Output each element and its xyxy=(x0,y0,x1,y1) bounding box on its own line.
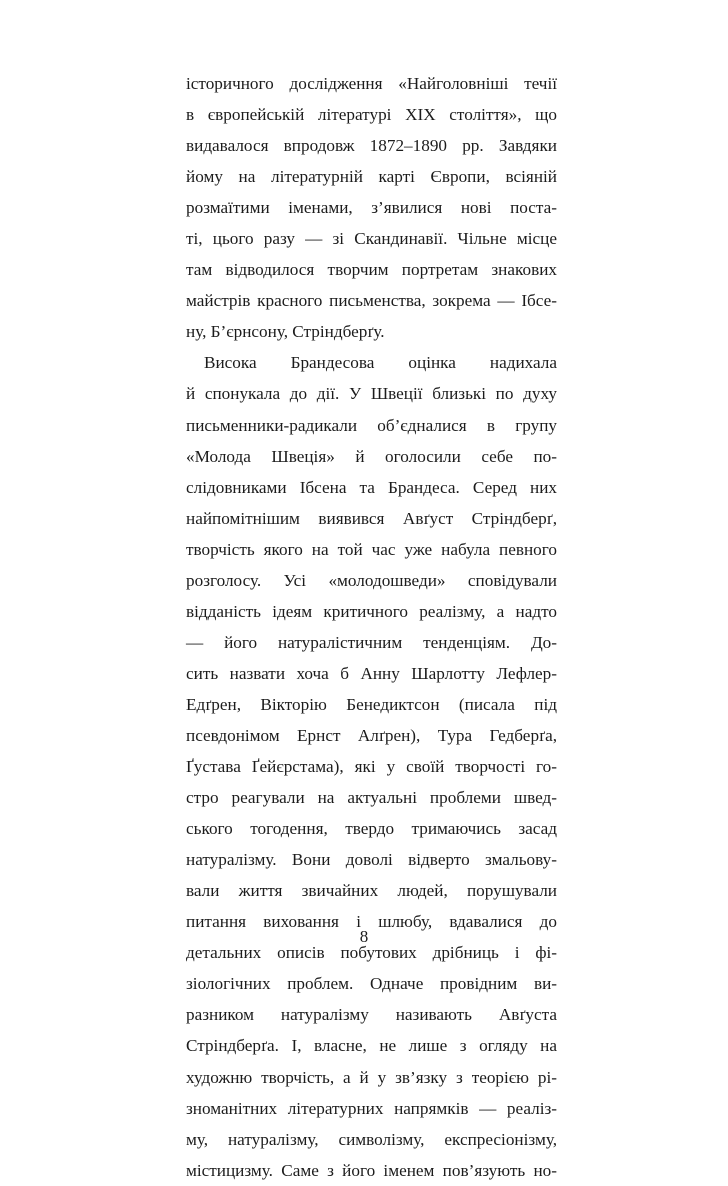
text-line: відданість ідеям критичного реалізму, а надто xyxy=(186,601,557,621)
text-line: йому на літературній карті Європи, всіяній xyxy=(186,167,557,187)
text-line: сить назвати хоча б Анну Шарлотту Лефлер- xyxy=(186,663,557,683)
text-line: вали життя звичайних людей, порушували xyxy=(186,881,557,901)
text-line: стро реагували на актуальні проблеми швед- xyxy=(186,788,557,808)
text-line: й спонукала до дії. У Швеції близькі по духу xyxy=(186,384,557,404)
page-number: 8 xyxy=(359,927,369,946)
text-line: розмаїтими іменами, з’явилися нові поста- xyxy=(186,198,557,218)
text-line: Едґрен, Вікторію Бенедиктсон (писала під xyxy=(186,694,557,714)
text-line: — його натуралістичним тенденціям. До- xyxy=(186,632,557,652)
text-line: містицизму. Саме з його іменем пов’язують но- xyxy=(186,1160,557,1180)
text-line: ну, Б’єрнсону, Стріндберґу. xyxy=(186,322,385,342)
text-line: разником натуралізму називають Авґуста xyxy=(186,1005,557,1025)
text-line: історичного дослідження «Найголовніші течії xyxy=(186,74,557,93)
text-line: там відводилося творчим портретам знакових xyxy=(186,260,557,280)
text-line: детальних описів побутових дрібниць і фі- xyxy=(186,943,557,963)
text-line: питання виховання і шлюбу, вдавалися до xyxy=(186,912,557,932)
text-line: майстрів красного письменства, зокрема — Ібсе- xyxy=(186,291,557,311)
text-line: зіологічних проблем. Одначе провідним ви- xyxy=(186,974,557,994)
text-line: найпомітнішим виявився Авґуст Стріндберґ, xyxy=(186,508,557,528)
text-line: художню творчість, а й у зв’язку з теорією рі- xyxy=(186,1067,557,1087)
text-line: натуралізму. Вони доволі відверто змальову- xyxy=(186,850,557,870)
text-line: «Молода Швеція» й оголосили себе по- xyxy=(186,446,557,466)
body-text xyxy=(186,68,557,1186)
paragraph-start-line: Висока Брандесова оцінка надихала xyxy=(204,353,557,373)
text-line: в європейській літературі XIX століття», що xyxy=(186,105,557,125)
text-line: ті, цього разу — зі Скандинавії. Чільне місце xyxy=(186,229,557,249)
text-line: ського тогодення, твердо тримаючись засад xyxy=(186,819,557,839)
text-line: творчість якого на той час уже набула певного xyxy=(186,539,557,559)
text-line: письменники-радикали об’єдналися в групу xyxy=(186,415,557,435)
text-line: Ґустава Ґейєрстама), які у своїй творчості го- xyxy=(186,757,557,777)
text-line: Стріндберґа. І, власне, не лише з огляду на xyxy=(186,1036,557,1056)
text-line: видавалося впродовж 1872–1890 рр. Завдяки xyxy=(186,136,557,156)
text-line: зноманітних літературних напрямків — реаліз- xyxy=(186,1098,557,1118)
text-line: слідовниками Ібсена та Брандеса. Серед них xyxy=(186,477,557,497)
text-line: му, натуралізму, символізму, експресіонізму, xyxy=(186,1129,557,1149)
text-line: псевдонімом Ернст Алґрен), Тура Гедберґа, xyxy=(186,725,557,745)
text-line: розголосу. Усі «молодошведи» сповідували xyxy=(186,570,557,590)
